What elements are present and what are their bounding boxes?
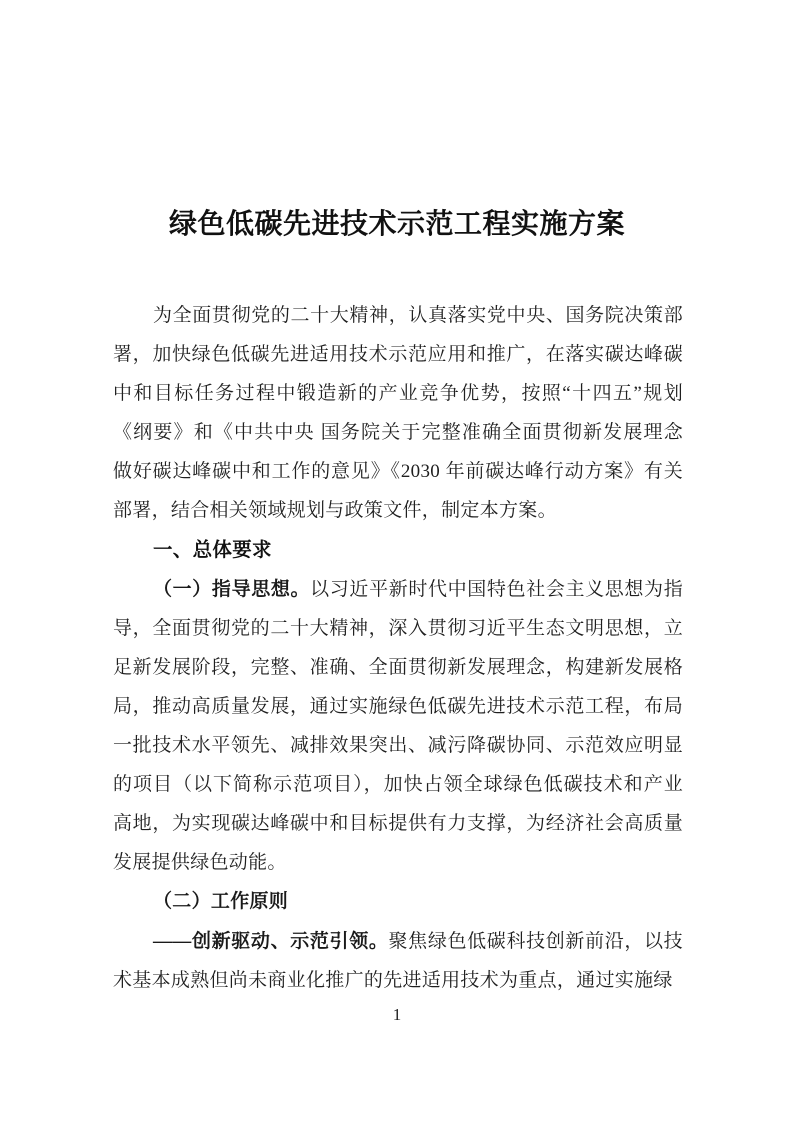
text-segment: 部署，结合相关领域规划与政策文件，制定本方案。 — [113, 500, 557, 522]
text-line — [113, 687, 683, 726]
text-line — [113, 961, 683, 1000]
text-segment: 足新发展阶段，完整、准确、全面贯彻新发展理念，构建新发展格 — [113, 656, 683, 678]
text-segment: 高地，为实现碳达峰碳中和目标提供有力支撑，为经济社会高质量 — [113, 813, 683, 835]
text-line — [113, 491, 683, 530]
text-segment: 中和目标任务过程中锻造新的产业竞争优势，按照“十四五”规划 — [113, 383, 683, 405]
text-segment: 局，推动高质量发展，通过实施绿色低碳先进技术示范工程，布局 — [113, 695, 683, 717]
text-line — [113, 570, 683, 609]
text-line — [113, 335, 683, 374]
text-segment: 术基本成熟但尚未商业化推广的先进适用技术为重点，通过实施绿 — [113, 969, 673, 991]
text-segment: 聚焦绿色低碳科技创新前沿，以技 — [388, 930, 683, 952]
text-line — [113, 726, 683, 765]
text-line — [113, 452, 683, 491]
text-segment: 的项目（以下简称示范项目），加快占领全球绿色低碳技术和产业 — [113, 774, 683, 796]
text-segment: 署，加快绿色低碳先进适用技术示范应用和推广，在落实碳达峰碳 — [113, 344, 683, 366]
lead-phrase: ——创新驱动、示范引领。 — [153, 930, 389, 952]
text-line — [113, 922, 683, 961]
text-line — [113, 804, 683, 843]
text-segment: 为全面贯彻党的二十大精神，认真落实党中央、国务院决策部 — [153, 305, 683, 326]
text-segment: 发展提供绿色动能。 — [113, 852, 287, 874]
text-line — [113, 648, 683, 687]
section-heading: 一、总体要求 — [153, 538, 272, 561]
document-title: 绿色低碳先进技术示范工程实施方案 — [168, 209, 625, 240]
lead-phrase: （二）工作原则 — [153, 891, 289, 913]
text-segment: 做好碳达峰碳中和工作的意见》《2030 年前碳达峰行动方案》有关 — [113, 461, 683, 483]
text-segment: 以习近平新时代中国特色社会主义思想为指 — [310, 578, 683, 600]
text-segment: 《纲要》和《中共中央 国务院关于完整准确全面贯彻新发展理念 — [113, 422, 683, 444]
text-line — [113, 374, 683, 413]
text-segment: 导，全面贯彻党的二十大精神，深入贯彻习近平生态文明思想，立 — [113, 617, 683, 639]
text-line — [113, 296, 683, 335]
page-number: 1 — [392, 1005, 402, 1024]
lead-phrase: （一）指导思想。 — [153, 578, 311, 600]
text-line — [113, 765, 683, 804]
text-line — [113, 609, 683, 648]
text-line — [113, 843, 683, 882]
text-segment: 一批技术水平领先、减排效果突出、减污降碳协同、示范效应明显 — [113, 735, 683, 757]
document-body — [113, 296, 683, 1000]
text-line — [113, 882, 683, 921]
text-line — [113, 413, 683, 452]
text-line — [113, 531, 683, 570]
